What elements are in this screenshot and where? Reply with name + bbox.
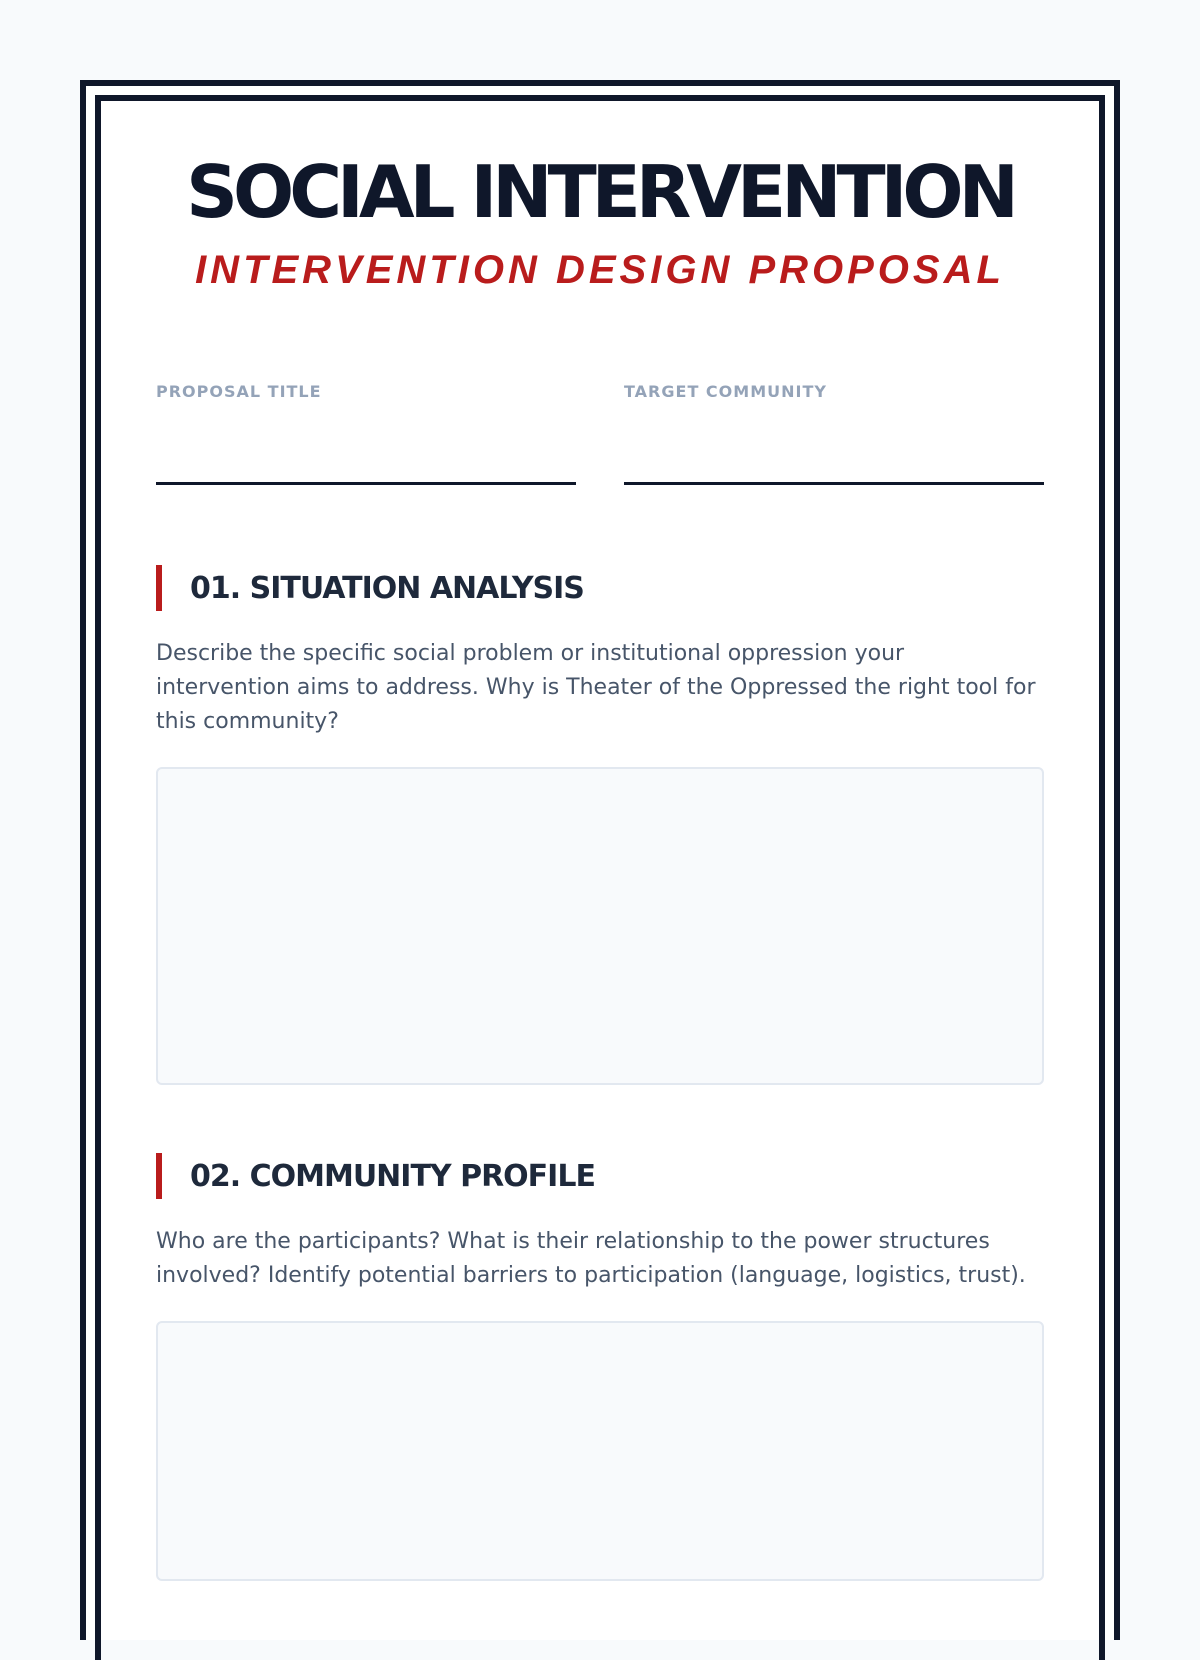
page-title: SOCIAL INTERVENTION xyxy=(186,150,1014,234)
proposal-sheet xyxy=(80,80,1120,1640)
section-header xyxy=(156,565,1044,611)
situation-analysis-textarea[interactable] xyxy=(156,767,1044,1085)
target-community-input-line[interactable] xyxy=(624,482,1044,485)
target-community-field[interactable] xyxy=(624,382,1044,485)
section-title: 02. COMMUNITY PROFILE xyxy=(190,1158,595,1194)
page-subtitle: INTERVENTION DESIGN PROPOSAL xyxy=(195,248,1005,292)
proposal-title-input-line[interactable] xyxy=(156,482,576,485)
community-profile-textarea[interactable] xyxy=(156,1321,1044,1581)
proposal-title-field[interactable] xyxy=(156,382,576,485)
target-community-label: TARGET COMMUNITY xyxy=(624,382,827,401)
proposal-title-label: PROPOSAL TITLE xyxy=(156,382,322,401)
section-description: Who are the participants? What is their relationship to the power structures involved? Identify potential barriers to participation (language, logistics, trust). xyxy=(156,1229,1026,1288)
section-community-profile xyxy=(156,1153,1044,1581)
section-accent-bar xyxy=(156,1153,162,1199)
section-situation-analysis xyxy=(156,565,1044,1085)
form-content xyxy=(156,86,1044,1581)
meta-fields-row xyxy=(156,382,1044,485)
section-description: Describe the specific social problem or institutional oppression your intervention aims to address. Why is Theater of the Oppressed the right tool for this community? xyxy=(156,641,1036,734)
section-header xyxy=(156,1153,1044,1199)
section-accent-bar xyxy=(156,565,162,611)
section-title: 01. SITUATION ANALYSIS xyxy=(190,570,584,606)
